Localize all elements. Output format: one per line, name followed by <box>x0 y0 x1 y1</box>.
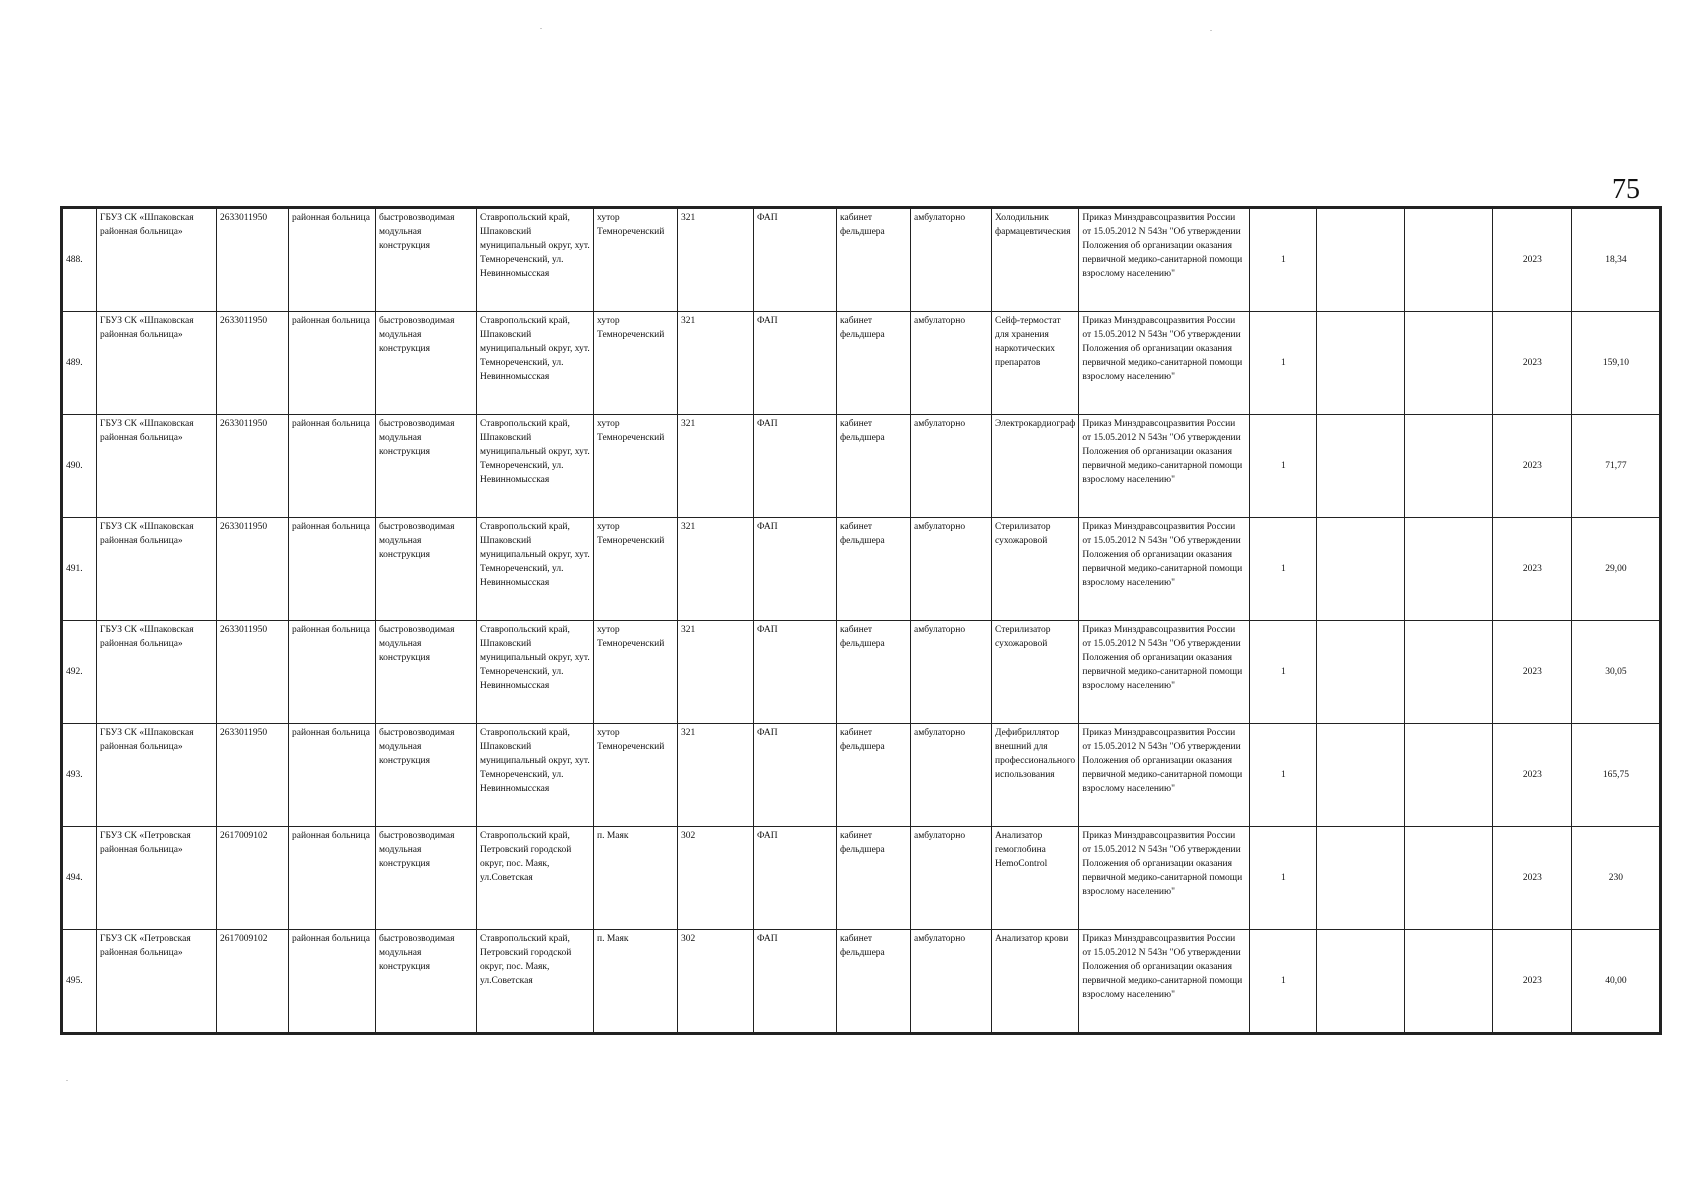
equipment-cell: Анализатор гемоглобина HemoControl <box>992 827 1079 930</box>
inn-cell: 2633011950 <box>217 724 289 827</box>
institution-type-cell: районная больница <box>289 518 376 621</box>
institution-type-cell: районная больница <box>289 621 376 724</box>
address-cell: Ставропольский край, Петровский городской округ, пос. Маяк, ул.Советская <box>477 827 594 930</box>
address-cell: Ставропольский край, Петровский городской округ, пос. Маяк, ул.Советская <box>477 930 594 1033</box>
scan-speck <box>1210 30 1212 31</box>
scan-speck <box>66 1080 68 1081</box>
room-cell: кабинет фельдшера <box>837 518 911 621</box>
population-cell: 321 <box>678 312 754 415</box>
building-type-cell: быстровозводимая модульная конструкция <box>376 930 477 1033</box>
unit-type-cell: ФАП <box>754 209 837 312</box>
institution-type-cell: районная больница <box>289 312 376 415</box>
building-type-cell: быстровозводимая модульная конструкция <box>376 621 477 724</box>
quantity-cell: 1 <box>1250 930 1317 1033</box>
population-cell: 302 <box>678 827 754 930</box>
year-cell: 2023 <box>1493 312 1572 415</box>
room-cell: кабинет фельдшера <box>837 621 911 724</box>
organization-cell: ГБУЗ СК «Шпаковская районная больница» <box>97 415 217 518</box>
care-mode-cell: амбулаторно <box>911 518 992 621</box>
legal-basis-cell: Приказ Минздравсоцразвития России от 15.05.2012 N 543н "Об утверждении Положения об организации оказания первичной медико-санитарной помощи взрослому населению" <box>1079 827 1250 930</box>
settlement-cell: п. Маяк <box>594 930 678 1033</box>
building-type-cell: быстровозводимая модульная конструкция <box>376 312 477 415</box>
amount-cell: 230 <box>1572 827 1660 930</box>
legal-basis-cell: Приказ Минздравсоцразвития России от 15.05.2012 N 543н "Об утверждении Положения об организации оказания первичной медико-санитарной помощи взрослому населению" <box>1079 209 1250 312</box>
care-mode-cell: амбулаторно <box>911 827 992 930</box>
table-row <box>63 415 1660 518</box>
building-type-cell: быстровозводимая модульная конструкция <box>376 518 477 621</box>
table-row <box>63 930 1660 1033</box>
amount-cell: 71,77 <box>1572 415 1660 518</box>
amount-cell: 159,10 <box>1572 312 1660 415</box>
year-cell: 2023 <box>1493 518 1572 621</box>
address-cell: Ставропольский край, Шпаковский муниципальный округ, хут. Темнореченский, ул. Невинномысская <box>477 518 594 621</box>
quantity-cell: 1 <box>1250 209 1317 312</box>
equipment-cell: Стерилизатор сухожаровой <box>992 518 1079 621</box>
room-cell: кабинет фельдшера <box>837 930 911 1033</box>
care-mode-cell: амбулаторно <box>911 930 992 1033</box>
inn-cell: 2633011950 <box>217 621 289 724</box>
population-cell: 302 <box>678 930 754 1033</box>
settlement-cell: хутор Темнореченский <box>594 209 678 312</box>
quantity-cell: 1 <box>1250 724 1317 827</box>
equipment-cell: Холодильник фармацевтическия <box>992 209 1079 312</box>
legal-basis-cell: Приказ Минздравсоцразвития России от 15.05.2012 N 543н "Об утверждении Положения об организации оказания первичной медико-санитарной помощи взрослому населению" <box>1079 518 1250 621</box>
unit-type-cell: ФАП <box>754 415 837 518</box>
organization-cell: ГБУЗ СК «Шпаковская районная больница» <box>97 209 217 312</box>
legal-basis-cell: Приказ Минздравсоцразвития России от 15.05.2012 N 543н "Об утверждении Положения об организации оказания первичной медико-санитарной помощи взрослому населению" <box>1079 930 1250 1033</box>
equipment-cell: Стерилизатор сухожаровой <box>992 621 1079 724</box>
table-row <box>63 312 1660 415</box>
year-cell: 2023 <box>1493 209 1572 312</box>
care-mode-cell: амбулаторно <box>911 415 992 518</box>
amount-cell: 29,00 <box>1572 518 1660 621</box>
organization-cell: ГБУЗ СК «Шпаковская районная больница» <box>97 312 217 415</box>
registry-table <box>62 208 1660 1033</box>
year-cell: 2023 <box>1493 415 1572 518</box>
inn-cell: 2617009102 <box>217 827 289 930</box>
room-cell: кабинет фельдшера <box>837 312 911 415</box>
equipment-cell: Анализатор крови <box>992 930 1079 1033</box>
amount-cell: 40,00 <box>1572 930 1660 1033</box>
empty-cell <box>1405 827 1493 930</box>
settlement-cell: хутор Темнореченский <box>594 518 678 621</box>
building-type-cell: быстровозводимая модульная конструкция <box>376 209 477 312</box>
institution-type-cell: районная больница <box>289 724 376 827</box>
population-cell: 321 <box>678 621 754 724</box>
address-cell: Ставропольский край, Шпаковский муниципальный округ, хут. Темнореченский, ул. Невинномысская <box>477 724 594 827</box>
row-number: 491. <box>63 518 97 621</box>
organization-cell: ГБУЗ СК «Шпаковская районная больница» <box>97 621 217 724</box>
year-cell: 2023 <box>1493 827 1572 930</box>
organization-cell: ГБУЗ СК «Шпаковская районная больница» <box>97 724 217 827</box>
table-row <box>63 621 1660 724</box>
empty-cell <box>1317 724 1405 827</box>
room-cell: кабинет фельдшера <box>837 209 911 312</box>
organization-cell: ГБУЗ СК «Шпаковская районная больница» <box>97 518 217 621</box>
empty-cell <box>1405 724 1493 827</box>
inn-cell: 2633011950 <box>217 209 289 312</box>
empty-cell <box>1405 415 1493 518</box>
legal-basis-cell: Приказ Минздравсоцразвития России от 15.05.2012 N 543н "Об утверждении Положения об организации оказания первичной медико-санитарной помощи взрослому населению" <box>1079 621 1250 724</box>
unit-type-cell: ФАП <box>754 518 837 621</box>
quantity-cell: 1 <box>1250 415 1317 518</box>
amount-cell: 165,75 <box>1572 724 1660 827</box>
empty-cell <box>1405 621 1493 724</box>
empty-cell <box>1317 312 1405 415</box>
quantity-cell: 1 <box>1250 621 1317 724</box>
settlement-cell: хутор Темнореченский <box>594 312 678 415</box>
year-cell: 2023 <box>1493 724 1572 827</box>
scan-speck <box>540 28 542 29</box>
row-number: 493. <box>63 724 97 827</box>
quantity-cell: 1 <box>1250 312 1317 415</box>
legal-basis-cell: Приказ Минздравсоцразвития России от 15.05.2012 N 543н "Об утверждении Положения об организации оказания первичной медико-санитарной помощи взрослому населению" <box>1079 724 1250 827</box>
inn-cell: 2633011950 <box>217 312 289 415</box>
settlement-cell: хутор Темнореченский <box>594 415 678 518</box>
institution-type-cell: районная больница <box>289 827 376 930</box>
building-type-cell: быстровозводимая модульная конструкция <box>376 724 477 827</box>
room-cell: кабинет фельдшера <box>837 827 911 930</box>
empty-cell <box>1317 415 1405 518</box>
row-number: 489. <box>63 312 97 415</box>
quantity-cell: 1 <box>1250 518 1317 621</box>
equipment-cell: Сейф-термостат для хранения наркотических препаратов <box>992 312 1079 415</box>
care-mode-cell: амбулаторно <box>911 724 992 827</box>
empty-cell <box>1405 930 1493 1033</box>
room-cell: кабинет фельдшера <box>837 415 911 518</box>
address-cell: Ставропольский край, Шпаковский муниципальный округ, хут. Темнореченский, ул. Невинномысская <box>477 415 594 518</box>
empty-cell <box>1317 827 1405 930</box>
row-number: 492. <box>63 621 97 724</box>
row-number: 488. <box>63 209 97 312</box>
population-cell: 321 <box>678 415 754 518</box>
table-row <box>63 209 1660 312</box>
table-row <box>63 518 1660 621</box>
population-cell: 321 <box>678 209 754 312</box>
unit-type-cell: ФАП <box>754 621 837 724</box>
building-type-cell: быстровозводимая модульная конструкция <box>376 827 477 930</box>
registry-rows <box>63 209 1660 1033</box>
settlement-cell: п. Маяк <box>594 827 678 930</box>
empty-cell <box>1317 621 1405 724</box>
row-number: 494. <box>63 827 97 930</box>
empty-cell <box>1405 518 1493 621</box>
empty-cell <box>1317 930 1405 1033</box>
settlement-cell: хутор Темнореченский <box>594 621 678 724</box>
empty-cell <box>1317 518 1405 621</box>
unit-type-cell: ФАП <box>754 724 837 827</box>
room-cell: кабинет фельдшера <box>837 724 911 827</box>
equipment-cell: Дефибриллятор внешний для профессионального использования <box>992 724 1079 827</box>
institution-type-cell: районная больница <box>289 415 376 518</box>
row-number: 490. <box>63 415 97 518</box>
equipment-cell: Электрокардиограф <box>992 415 1079 518</box>
row-number: 495. <box>63 930 97 1033</box>
legal-basis-cell: Приказ Минздравсоцразвития России от 15.05.2012 N 543н "Об утверждении Положения об организации оказания первичной медико-санитарной помощи взрослому населению" <box>1079 415 1250 518</box>
institution-type-cell: районная больница <box>289 930 376 1033</box>
legal-basis-cell: Приказ Минздравсоцразвития России от 15.05.2012 N 543н "Об утверждении Положения об организации оказания первичной медико-санитарной помощи взрослому населению" <box>1079 312 1250 415</box>
inn-cell: 2617009102 <box>217 930 289 1033</box>
population-cell: 321 <box>678 724 754 827</box>
empty-cell <box>1317 209 1405 312</box>
care-mode-cell: амбулаторно <box>911 621 992 724</box>
organization-cell: ГБУЗ СК «Петровская районная больница» <box>97 827 217 930</box>
year-cell: 2023 <box>1493 621 1572 724</box>
unit-type-cell: ФАП <box>754 312 837 415</box>
inn-cell: 2633011950 <box>217 415 289 518</box>
settlement-cell: хутор Темнореченский <box>594 724 678 827</box>
table-row <box>63 827 1660 930</box>
year-cell: 2023 <box>1493 930 1572 1033</box>
organization-cell: ГБУЗ СК «Петровская районная больница» <box>97 930 217 1033</box>
empty-cell <box>1405 209 1493 312</box>
page-number: 75 <box>1612 174 1640 205</box>
population-cell: 321 <box>678 518 754 621</box>
empty-cell <box>1405 312 1493 415</box>
address-cell: Ставропольский край, Шпаковский муниципальный округ, хут. Темнореченский, ул. Невинномысская <box>477 621 594 724</box>
quantity-cell: 1 <box>1250 827 1317 930</box>
address-cell: Ставропольский край, Шпаковский муниципальный округ, хут. Темнореченский, ул. Невинномысская <box>477 312 594 415</box>
amount-cell: 18,34 <box>1572 209 1660 312</box>
unit-type-cell: ФАП <box>754 930 837 1033</box>
table-row <box>63 724 1660 827</box>
inn-cell: 2633011950 <box>217 518 289 621</box>
building-type-cell: быстровозводимая модульная конструкция <box>376 415 477 518</box>
institution-type-cell: районная больница <box>289 209 376 312</box>
care-mode-cell: амбулаторно <box>911 209 992 312</box>
unit-type-cell: ФАП <box>754 827 837 930</box>
amount-cell: 30,05 <box>1572 621 1660 724</box>
care-mode-cell: амбулаторно <box>911 312 992 415</box>
address-cell: Ставропольский край, Шпаковский муниципальный округ, хут. Темнореченский, ул. Невинномысская <box>477 209 594 312</box>
